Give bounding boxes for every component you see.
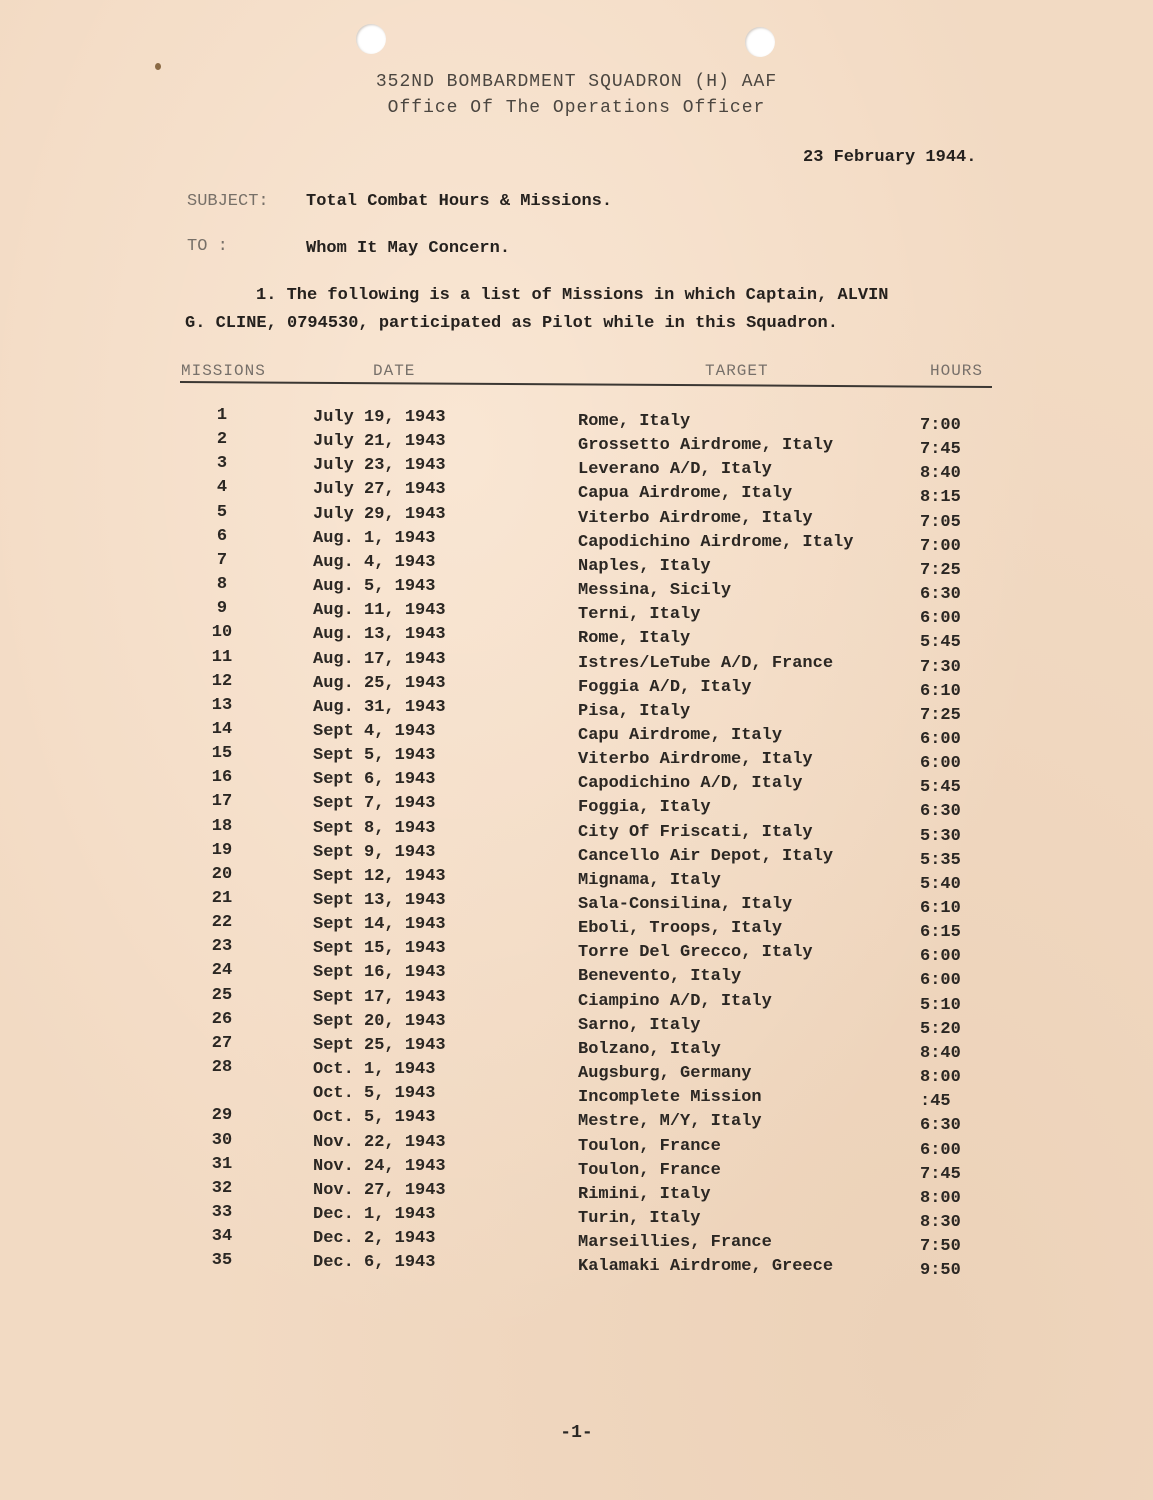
table-row xyxy=(0,937,1153,967)
table-row xyxy=(0,864,1153,894)
mission-number: 28 xyxy=(211,1058,233,1078)
mission-target: Capodichino Airdrome, Italy xyxy=(578,532,854,552)
mission-hours: 6:15 xyxy=(920,923,961,943)
mission-date: Dec. 6, 1943 xyxy=(313,1253,436,1273)
table-row xyxy=(0,1058,1153,1088)
mission-target: Istres/LeTube A/D, France xyxy=(578,653,834,673)
mission-target: Incomplete Mission xyxy=(578,1088,762,1108)
table-row xyxy=(0,430,1153,460)
mission-number: 26 xyxy=(211,1009,233,1029)
mission-hours: 8:40 xyxy=(920,1043,961,1063)
mission-date: Dec. 1, 1943 xyxy=(313,1204,436,1224)
mission-target: Mestre, M/Y, Italy xyxy=(578,1112,762,1132)
mission-target: City Of Friscati, Italy xyxy=(578,822,813,842)
subject-text: Total Combat Hours & Missions. xyxy=(306,192,613,211)
to-label: TO : xyxy=(187,237,228,256)
mission-date: Sept 13, 1943 xyxy=(313,891,446,910)
table-row xyxy=(0,478,1153,508)
mission-date: July 27, 1943 xyxy=(313,480,446,500)
mission-hours: 7:05 xyxy=(920,512,961,532)
mission-date: Sept 4, 1943 xyxy=(313,721,436,741)
mission-target: Capodichino A/D, Italy xyxy=(578,774,803,794)
document-date: 23 February 1944. xyxy=(803,148,977,167)
mission-number: 22 xyxy=(211,913,233,933)
mission-date: Sept 9, 1943 xyxy=(313,842,436,862)
mission-hours: 7:45 xyxy=(920,1164,961,1184)
mission-number: 9 xyxy=(216,599,228,619)
mission-hours: 7:45 xyxy=(920,440,961,460)
table-row xyxy=(0,1202,1153,1232)
mission-hours: 9:50 xyxy=(920,1261,961,1281)
table-row xyxy=(0,647,1153,677)
mission-hours: 6:30 xyxy=(920,1116,961,1136)
mission-target: Terni, Italy xyxy=(578,605,701,625)
table-row xyxy=(0,671,1153,701)
table-row xyxy=(0,1251,1153,1281)
mission-date: Sept 8, 1943 xyxy=(313,818,436,838)
mission-target: Messina, Sicily xyxy=(578,581,732,601)
table-row xyxy=(0,1033,1153,1063)
letterhead-office: Office Of The Operations Officer xyxy=(387,98,766,118)
mission-date: Aug. 11, 1943 xyxy=(313,601,446,621)
mission-date: Aug. 1, 1943 xyxy=(313,528,436,548)
table-row xyxy=(0,792,1153,822)
mission-target: Toulon, France xyxy=(578,1160,721,1180)
mission-hours: 5:45 xyxy=(920,778,961,798)
mission-hours: :45 xyxy=(920,1092,951,1112)
mission-target: Sala-Consilina, Italy xyxy=(578,895,793,914)
mission-hours: 7:50 xyxy=(920,1237,961,1257)
table-row xyxy=(0,985,1153,1015)
mission-date: July 23, 1943 xyxy=(313,456,446,476)
mission-hours: 7:00 xyxy=(920,416,961,435)
column-header-target: TARGET xyxy=(705,362,769,380)
mission-number: 1 xyxy=(216,406,228,425)
table-row xyxy=(0,599,1153,629)
mission-date: Sept 7, 1943 xyxy=(313,794,436,814)
mission-target: Leverano A/D, Italy xyxy=(578,460,772,480)
body-line-1: 1. The following is a list of Missions in which Captain, ALVIN xyxy=(256,286,889,305)
table-row xyxy=(0,1178,1153,1208)
table-row xyxy=(0,719,1153,749)
mission-target: Capu Airdrome, Italy xyxy=(578,725,783,745)
mission-number: 2 xyxy=(216,430,228,450)
mission-hours: 6:00 xyxy=(920,947,961,967)
mission-hours: 5:10 xyxy=(920,995,961,1015)
table-row xyxy=(0,1130,1153,1160)
mission-number: 3 xyxy=(216,454,228,474)
table-row xyxy=(0,695,1153,725)
mission-date: Aug. 17, 1943 xyxy=(313,649,446,669)
mission-number: 21 xyxy=(211,889,233,908)
mission-number: 7 xyxy=(216,550,228,570)
table-row xyxy=(0,768,1153,798)
mission-date: July 19, 1943 xyxy=(313,408,446,427)
mission-target: Viterbo Airdrome, Italy xyxy=(578,750,813,770)
letterhead-unit: 352ND BOMBARDMENT SQUADRON (H) AAF xyxy=(375,72,778,92)
mission-hours: 5:30 xyxy=(920,826,961,846)
stain-mark xyxy=(155,63,161,70)
mission-target: Capua Airdrome, Italy xyxy=(578,484,793,504)
mission-date: Nov. 27, 1943 xyxy=(313,1180,446,1200)
body-line-2: G. CLINE, 0794530, participated as Pilot while in this Squadron. xyxy=(185,314,838,333)
table-row xyxy=(0,1106,1153,1136)
mission-hours: 6:10 xyxy=(920,681,961,701)
table-row xyxy=(0,502,1153,532)
mission-number: 27 xyxy=(211,1033,233,1053)
mission-target: Marseillies, France xyxy=(578,1233,772,1253)
subject-label: SUBJECT: xyxy=(187,192,269,211)
mission-date: Aug. 5, 1943 xyxy=(313,577,436,597)
column-header-missions: MISSIONS xyxy=(181,362,266,380)
mission-hours: 8:15 xyxy=(920,488,961,508)
mission-hours: 7:25 xyxy=(920,705,961,725)
mission-hours: 8:00 xyxy=(920,1188,961,1208)
mission-hours: 7:00 xyxy=(920,536,961,556)
mission-number: 30 xyxy=(211,1130,233,1150)
mission-number: 8 xyxy=(216,575,228,595)
mission-date: Sept 17, 1943 xyxy=(313,987,446,1007)
mission-hours: 6:30 xyxy=(920,802,961,822)
mission-number: 33 xyxy=(211,1202,233,1222)
mission-date: Sept 6, 1943 xyxy=(313,770,436,790)
mission-number: 29 xyxy=(211,1106,233,1126)
mission-hours: 8:00 xyxy=(920,1068,961,1088)
mission-date: Oct. 5, 1943 xyxy=(313,1084,436,1104)
mission-hours: 6:00 xyxy=(920,729,961,749)
table-row xyxy=(0,961,1153,991)
mission-date: Aug. 31, 1943 xyxy=(313,697,446,717)
mission-hours: 6:00 xyxy=(920,754,961,774)
mission-hours: 6:00 xyxy=(920,1140,961,1160)
mission-target: Viterbo Airdrome, Italy xyxy=(578,508,813,528)
mission-number: 6 xyxy=(216,526,228,546)
mission-date: Oct. 5, 1943 xyxy=(313,1108,436,1128)
table-row xyxy=(0,1009,1153,1039)
mission-date: Sept 15, 1943 xyxy=(313,939,446,959)
mission-hours: 5:45 xyxy=(920,633,961,653)
mission-target: Ciampino A/D, Italy xyxy=(578,991,772,1011)
mission-target: Foggia, Italy xyxy=(578,798,711,818)
column-header-hours: HOURS xyxy=(930,362,984,380)
table-row xyxy=(0,1082,1153,1112)
mission-hours: 7:25 xyxy=(920,560,961,580)
table-row xyxy=(0,816,1153,846)
table-row xyxy=(0,454,1153,484)
mission-number: 11 xyxy=(211,647,233,667)
mission-hours: 5:40 xyxy=(920,874,961,894)
mission-number: 23 xyxy=(211,937,233,957)
mission-number: 5 xyxy=(216,502,228,522)
mission-date: Dec. 2, 1943 xyxy=(313,1229,436,1249)
mission-number: 32 xyxy=(211,1178,233,1198)
mission-target: Mignama, Italy xyxy=(578,870,721,890)
mission-date: Sept 14, 1943 xyxy=(313,915,446,935)
mission-target: Rome, Italy xyxy=(578,412,691,431)
mission-target: Foggia A/D, Italy xyxy=(578,677,752,697)
table-row xyxy=(0,575,1153,605)
mission-target: Benevento, Italy xyxy=(578,967,742,987)
mission-number: 16 xyxy=(211,768,233,788)
table-row xyxy=(0,550,1153,580)
mission-date: Aug. 4, 1943 xyxy=(313,552,436,572)
table-row xyxy=(0,623,1153,653)
mission-number: 14 xyxy=(211,719,233,739)
mission-date: July 21, 1943 xyxy=(313,432,446,452)
table-row xyxy=(0,406,1153,435)
mission-date: Oct. 1, 1943 xyxy=(313,1060,436,1080)
header-underline xyxy=(180,381,992,388)
mission-number: 35 xyxy=(211,1251,233,1271)
mission-number: 34 xyxy=(211,1227,233,1247)
mission-hours: 6:00 xyxy=(920,971,961,991)
mission-hours: 5:20 xyxy=(920,1019,961,1039)
mission-date: Aug. 25, 1943 xyxy=(313,673,446,693)
column-header-date: DATE xyxy=(373,362,416,380)
mission-date: Sept 5, 1943 xyxy=(313,746,436,766)
mission-number: 18 xyxy=(211,816,233,836)
mission-date: Nov. 24, 1943 xyxy=(313,1156,446,1176)
table-row xyxy=(0,526,1153,556)
mission-hours: 8:30 xyxy=(920,1212,961,1232)
mission-target: Naples, Italy xyxy=(578,556,711,576)
mission-hours: 6:10 xyxy=(920,899,961,918)
mission-target: Rome, Italy xyxy=(578,629,691,649)
mission-number: 13 xyxy=(211,695,233,715)
table-row xyxy=(0,744,1153,774)
mission-number: 15 xyxy=(211,744,233,764)
mission-target: Kalamaki Airdrome, Greece xyxy=(578,1257,834,1277)
punch-hole-right xyxy=(745,27,775,57)
table-row xyxy=(0,1227,1153,1257)
mission-hours: 6:00 xyxy=(920,609,961,629)
mission-hours: 5:35 xyxy=(920,850,961,870)
mission-number: 25 xyxy=(211,985,233,1005)
mission-number: 10 xyxy=(211,623,233,643)
mission-number: 12 xyxy=(211,671,233,691)
to-text: Whom It May Concern. xyxy=(306,239,511,258)
mission-target: Torre Del Grecco, Italy xyxy=(578,943,813,963)
mission-target: Eboli, Troops, Italy xyxy=(578,919,783,939)
mission-target: Rimini, Italy xyxy=(578,1184,711,1204)
mission-hours: 6:30 xyxy=(920,585,961,605)
table-row xyxy=(0,889,1153,918)
mission-target: Toulon, France xyxy=(578,1136,721,1156)
mission-number: 4 xyxy=(216,478,228,498)
mission-target: Pisa, Italy xyxy=(578,701,691,721)
mission-hours: 7:30 xyxy=(920,657,961,677)
mission-target: Bolzano, Italy xyxy=(578,1039,721,1059)
mission-date: Sept 12, 1943 xyxy=(313,866,446,886)
mission-target: Cancello Air Depot, Italy xyxy=(578,846,834,866)
mission-number: 31 xyxy=(211,1154,233,1174)
mission-hours: 8:40 xyxy=(920,464,961,484)
mission-date: Sept 16, 1943 xyxy=(313,963,446,983)
mission-target: Augsburg, Germany xyxy=(578,1064,752,1084)
page-number: -1- xyxy=(560,1423,593,1443)
mission-number: 24 xyxy=(211,961,233,981)
mission-number: 17 xyxy=(211,792,233,812)
mission-date: Nov. 22, 1943 xyxy=(313,1132,446,1152)
table-row xyxy=(0,913,1153,943)
mission-target: Turin, Italy xyxy=(578,1208,701,1228)
mission-target: Sarno, Italy xyxy=(578,1015,701,1035)
mission-date: Sept 20, 1943 xyxy=(313,1011,446,1031)
mission-number: 20 xyxy=(211,864,233,884)
table-row xyxy=(0,1154,1153,1184)
mission-date: July 29, 1943 xyxy=(313,504,446,524)
mission-target: Grossetto Airdrome, Italy xyxy=(578,436,834,456)
mission-date: Sept 25, 1943 xyxy=(313,1035,446,1055)
table-row xyxy=(0,840,1153,870)
mission-number: 19 xyxy=(211,840,233,860)
punch-hole-left xyxy=(356,24,386,54)
mission-date: Aug. 13, 1943 xyxy=(313,625,446,645)
